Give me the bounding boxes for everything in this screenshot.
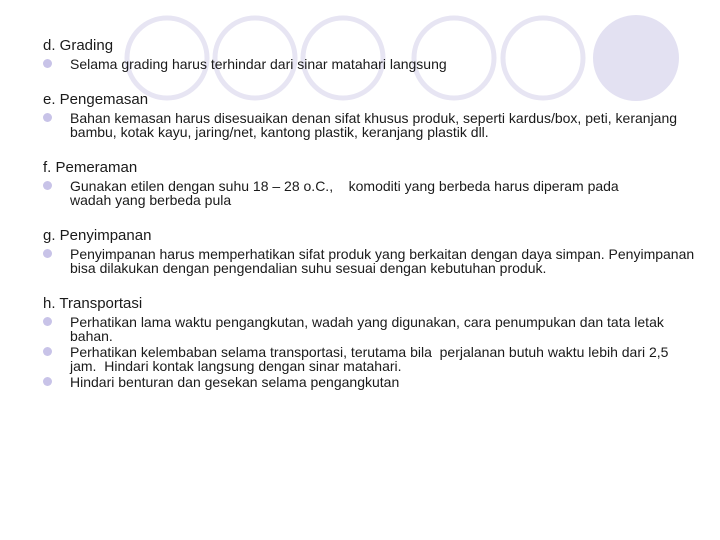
section-heading: h. Transportasi — [43, 295, 143, 312]
section-transportasi — [43, 295, 703, 389]
list-item-text: Gunakan etilen dengan suhu 18 – 28 o.C., komoditi yang berbeda harus diperam pada wadah yang berbeda pula — [70, 178, 623, 208]
list-item-text: Perhatikan kelembaban selama transportasi, terutama bila perjalanan butuh waktu lebih dari 2,5 jam. Hindari kontak langsung dengan sinar matahari. — [70, 344, 673, 374]
list-item — [43, 57, 703, 71]
section-heading: e. Pengemasan — [43, 91, 149, 108]
list-item-text: Bahan kemasan harus disesuaikan denan sifat khusus produk, seperti kardus/box, peti, keranjang bambu, kotak kayu, jaring/net, kantong plastik, keranjang plastik dll. — [70, 110, 678, 140]
bullet-icon — [43, 377, 52, 386]
bullet-icon — [43, 249, 52, 258]
bullet-icon — [43, 347, 52, 356]
bullet-icon — [43, 181, 52, 190]
section-pengemasan — [43, 91, 703, 139]
section-penyimpanan — [43, 227, 703, 275]
list-item — [43, 111, 703, 139]
bullet-icon — [43, 317, 52, 326]
list-item — [43, 315, 703, 343]
list-item-text: Perhatikan lama waktu pengangkutan, wadah yang digunakan, cara penumpukan dan tata letak bahan. — [70, 314, 664, 344]
bullet-icon — [43, 113, 52, 122]
document-body — [43, 37, 703, 409]
section-heading: f. Pemeraman — [43, 159, 138, 176]
list-item-text: Hindari benturan dan gesekan selama pengangkutan — [70, 374, 400, 390]
list-item-text: Penyimpanan harus memperhatikan sifat produk yang berkaitan dengan daya simpan. Penyimpanan bisa dilakukan dengan pengendalian suhu sesuai dengan kebutuhan produk. — [70, 246, 695, 276]
section-heading: d. Grading — [43, 37, 114, 54]
section-heading: g. Penyimpanan — [43, 227, 152, 244]
list-item — [43, 247, 703, 275]
list-item — [43, 375, 703, 389]
list-item — [43, 345, 703, 373]
section-pemeraman — [43, 159, 703, 207]
list-item — [43, 179, 703, 207]
list-item-text: Selama grading harus terhindar dari sinar matahari langsung — [70, 56, 447, 72]
section-grading — [43, 37, 703, 71]
bullet-icon — [43, 59, 52, 68]
